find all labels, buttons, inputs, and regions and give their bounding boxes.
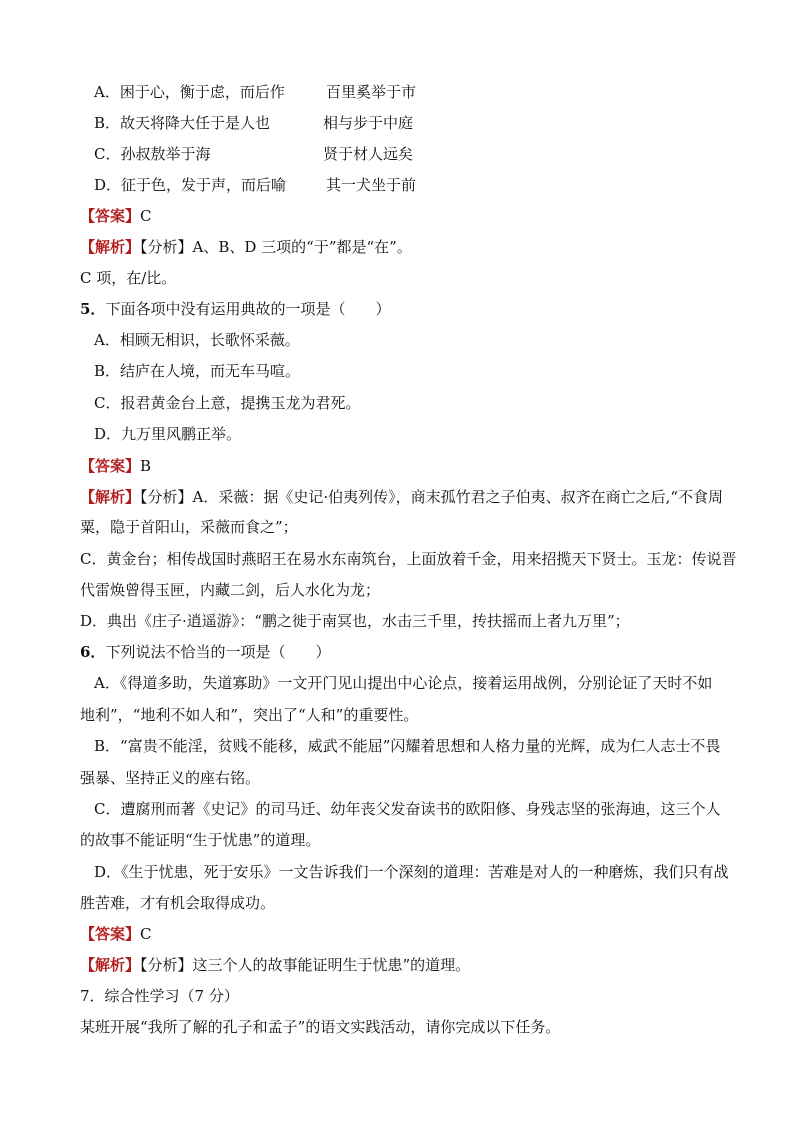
q6-stem xyxy=(80,642,720,662)
q5-stem-text: 下面各项中没有运用典故的一项是（ ） xyxy=(105,300,391,318)
q6-option-b-line1: B．“富贵不能淫，贫贱不能移，威武不能屈”闪耀着思想和人格力量的光辉，成为仁人志士不畏 xyxy=(94,737,721,755)
q4-option-c-left: C．孙叔敖举于海 xyxy=(94,145,211,163)
analysis-label: 【解析】 xyxy=(80,956,141,974)
q6-option-c-line2: 的故事不能证明“生于忧患”的道理。 xyxy=(80,831,321,849)
q5-analysis-line: 代雷焕曾得玉匣，内藏二剑，后人水化为龙； xyxy=(80,581,381,599)
q6-option-a-line1: A．《得道多助，失道寡助》一文开门见山提出中心论点，接着运用战例，分别论证了天时不如 xyxy=(94,674,713,692)
answer-label: 【答案】 xyxy=(80,457,141,475)
q4-option-a-left: A．困于心，衡于虑，而后作 xyxy=(94,83,285,101)
q6-option-d-line2: 胜苦难，才有机会取得成功。 xyxy=(80,894,276,912)
analysis-text: 【分析】A．采薇：据《史记·伯夷列传》，商末孤竹君之子伯夷、叔齐在商亡之后,“不食周 xyxy=(140,488,724,506)
q4-option-d-right: 其一犬坐于前 xyxy=(326,176,417,194)
analysis-text: 【分析】A、B、D 三项的“于”都是“在”。 xyxy=(140,238,412,256)
q5-option-b: B．结庐在人境，而无车马喧。 xyxy=(94,362,301,380)
q6-option-b-line2: 强暴、坚持正义的座右铭。 xyxy=(80,769,261,787)
answer-label: 【答案】 xyxy=(80,207,141,225)
q4-answer xyxy=(80,206,152,226)
q4-option-a-right: 百里奚举于市 xyxy=(326,83,417,101)
analysis-label: 【解析】 xyxy=(80,238,141,256)
q5-analysis-line: 粟，隐于首阳山，采薇而食之”； xyxy=(80,518,298,536)
q5-analysis xyxy=(80,487,723,507)
q7-title: 7．综合性学习（7 分） xyxy=(80,987,239,1005)
q5-analysis-line: D．典出《庄子·逍遥游》：“鹏之徙于南冥也，水击三千里，抟扶摇而上者九万里”； xyxy=(80,612,630,630)
answer-value: B xyxy=(140,457,152,475)
q6-number: 6． xyxy=(80,643,106,661)
q4-option-c-right: 贤于材人远矣 xyxy=(323,145,414,163)
answer-value: C xyxy=(140,925,152,943)
q4-analysis xyxy=(80,237,412,257)
q5-number: 5． xyxy=(80,300,106,318)
q6-option-a-line2: 地利”，“地利不如人和”，突出了“人和”的重要性。 xyxy=(80,706,419,724)
q7-intro: 某班开展“我所了解的孔子和孟子”的语文实践活动，请你完成以下任务。 xyxy=(80,1018,561,1036)
q4-option-b-left: B．故天将降大任于是人也 xyxy=(94,114,271,132)
answer-value: C xyxy=(140,207,152,225)
q5-answer xyxy=(80,456,151,476)
q5-option-d: D．九万里风鹏正举。 xyxy=(94,425,242,443)
q6-option-c-line1: C．遭腐刑而著《史记》的司马迁、幼年丧父发奋读书的欧阳修、身残志坚的张海迪，这三个人 xyxy=(94,800,721,818)
analysis-label: 【解析】 xyxy=(80,488,141,506)
q5-analysis-line: C．黄金台；相传战国时燕昭王在易水东南筑台，上面放着千金，用来招揽天下贤士。玉龙：传说晋 xyxy=(80,550,737,568)
q4-option-b-right: 相与步于中庭 xyxy=(323,114,414,132)
q5-option-c: C．报君黄金台上意，提携玉龙为君死。 xyxy=(94,394,361,412)
q5-option-a: A．相顾无相识，长歌怀采薇。 xyxy=(94,331,300,349)
q4-option-d-left: D．征于色，发于声，而后喻 xyxy=(94,176,287,194)
q5-stem xyxy=(80,299,720,319)
q6-analysis xyxy=(80,955,470,975)
q6-option-d-line1: D．《生于忧患，死于安乐》一文告诉我们一个深刻的道理：苦难是对人的一种磨炼，我们只有战 xyxy=(94,863,729,881)
analysis-text: 【分析】这三个人的故事能证明生于忧患”的道理。 xyxy=(140,956,471,974)
answer-label: 【答案】 xyxy=(80,925,141,943)
q4-analysis-extra: C 项，在/比。 xyxy=(80,269,177,287)
q6-stem-text: 下列说法不恰当的一项是（ ） xyxy=(105,643,331,661)
q6-answer xyxy=(80,924,152,944)
